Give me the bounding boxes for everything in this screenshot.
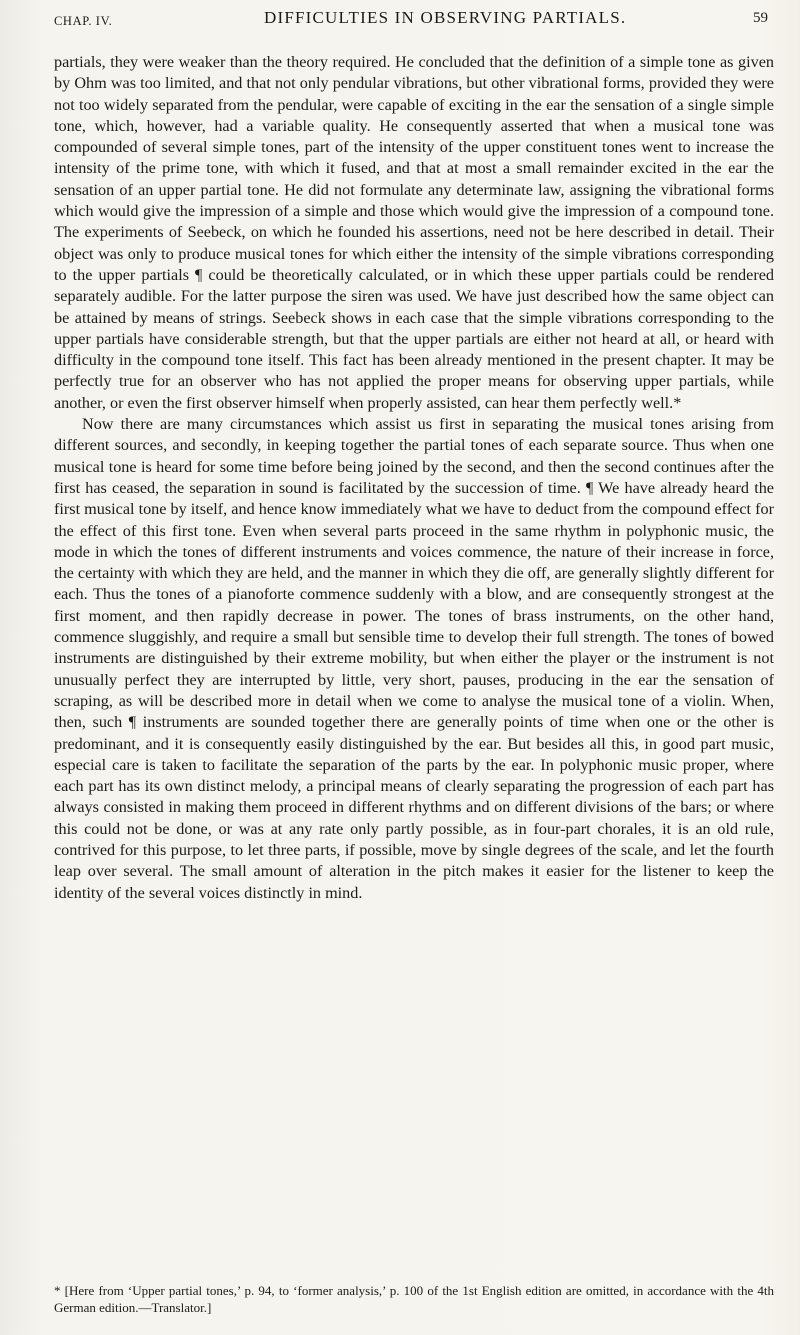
body-text (54, 52, 774, 904)
page-number: 59 (753, 10, 768, 26)
running-title: DIFFICULTIES IN OBSERVING PARTIALS. (264, 8, 627, 27)
footnote: * [Here from ‘Upper partial tones,’ p. 94, to ‘former analysis,’ p. 100 of the 1st English edition are omitted, in accordance with the 4th German edition.—Translator.] (54, 1283, 774, 1315)
page-header (54, 8, 774, 32)
paragraph-1: partials, they were weaker than the theory required. He concluded that the definition of a simple tone as given by Ohm was too limited, and that not only pendular vibrations, but other vibrational forms, provided they were not too widely separated from the pendular, were capable of exciting in the ear the sensation of a single simple tone, which, however, had a variable quality. He consequently asserted that when a musical tone was compounded of several simple tones, part of the intensity of the upper constituent tones went to increase the intensity of the prime tone, with which it fused, and that at most a small remainder excited in the ear the sensation of an upper partial tone. He did not formulate any determinate law, assigning the vibrational forms which would give the impression of a simple and those which would give the impression of a compound tone. The experiments of Seebeck, on which he founded his assertions, need not be here described in detail. Their object was only to produce musical tones for which either the intensity of the simple vibrations corresponding to the upper partials ¶ could be theoretically calculated, or in which these upper partials could be rendered separately audible. For the latter purpose the siren was used. We have just described how the same object can be attained by means of strings. Seebeck shows in each case that the simple vibrations corresponding to the upper partials have considerable strength, but that the upper partials are either not heard at all, or heard with difficulty in the compound tone itself. This fact has been already mentioned in the present chapter. It may be perfectly true for an observer who has not applied the proper means for observing upper partials, while another, or even the first observer himself when properly assisted, can hear them perfectly well.* (54, 53, 774, 412)
paragraph-2: Now there are many circumstances which assist us first in separating the musical tones arising from different sources, and secondly, in keeping together the partial tones of each separate source. Thus when one musical tone is heard for some time before being joined by the second, and then the second continues after the first has ceased, the separation in sound is facilitated by the succession of time. ¶ We have already heard the first musical tone by itself, and hence know immediately what we have to deduct from the compound effect for the effect of this first tone. Even when several parts proceed in the same rhythm in polyphonic music, the mode in which the tones of different instruments and voices commence, the nature of their increase in force, the certainty with which they are held, and the manner in which they die off, are generally slightly different for each. Thus the tones of a pianoforte commence suddenly with a blow, and are consequently strongest at the first moment, and then rapidly decrease in power. The tones of brass instruments, on the other hand, commence sluggishly, and require a small but sensible time to develop their full strength. The tones of bowed instruments are distinguished by their extreme mobility, but when either the player or the instrument is not unusually perfect they are interrupted by little, very short, pauses, producing in the ear the sensation of scraping, as will be described more in detail when we come to analyse the musical tone of a violin. When, then, such ¶ instruments are sounded together there are generally points of time when one or the other is predominant, and it is consequently easily distinguished by the ear. But besides all this, in good part music, especial care is taken to facilitate the separation of the parts by the ear. In polyphonic music proper, where each part has its own distinct melody, a principal means of clearly separating the progression of each part has always consisted in making them proceed in different rhythms and on different divisions of the bars; or where this could not be done, or was at any rate only partly possible, as in four-part chorales, it is an old rule, contrived for this purpose, to let three parts, if possible, move by single degrees of the scale, and let the fourth leap over several. The small amount of alteration in the pitch makes it easier for the listener to keep the identity of the several voices distinctly in mind. (54, 415, 774, 902)
chapter-label: CHAP. IV. (54, 14, 113, 28)
